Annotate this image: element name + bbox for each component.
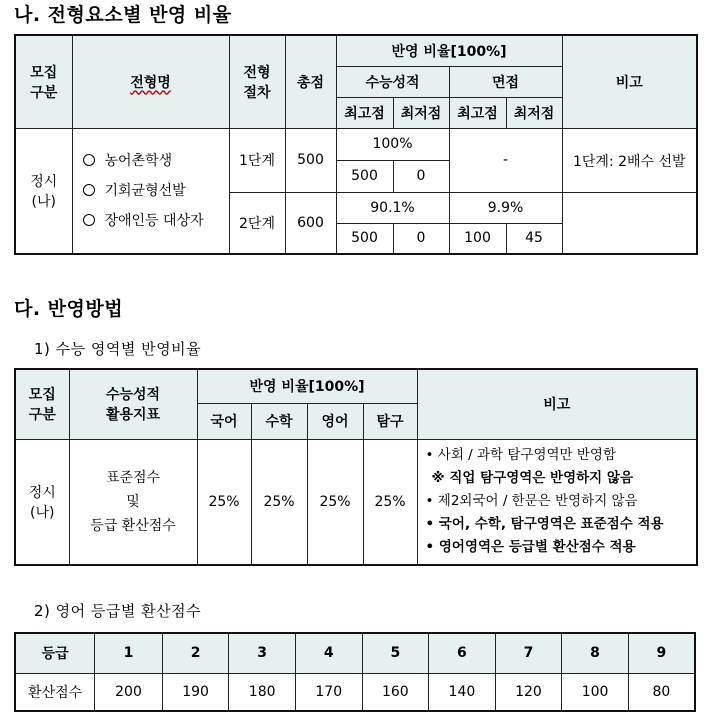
cell-stage2-csat-pct: 90.1% — [336, 192, 449, 223]
csat-ratio-table — [14, 368, 698, 566]
score-cell: 180 — [229, 673, 296, 711]
t2-cell-math: 25% — [251, 439, 307, 565]
score-cell: 190 — [162, 673, 229, 711]
circle-bullet-icon — [83, 154, 95, 166]
section-heading-da: 다. 반영방법 — [14, 298, 124, 320]
cell-stage1-csat-min: 0 — [393, 160, 449, 192]
t2-cell-english: 25% — [307, 439, 363, 565]
score-cell: 200 — [95, 673, 163, 711]
score-cell: 120 — [495, 673, 562, 711]
header-interview: 면접 — [449, 66, 562, 97]
score-row — [15, 673, 695, 711]
note-line: • 국어, 수학, 탐구영역은 표준점수 적용 — [425, 516, 664, 533]
grade-cell: 4 — [295, 633, 362, 673]
grade-cell: 6 — [429, 633, 496, 673]
grade-cell: 8 — [562, 633, 629, 673]
t2-cell-inquiry: 25% — [363, 439, 417, 565]
cell-stage2-total: 600 — [285, 192, 336, 254]
screening-ratio-table — [14, 34, 698, 255]
cell-stage2-interview-pct: 9.9% — [449, 192, 562, 223]
score-label: 환산점수 — [15, 673, 95, 711]
header-ratio: 반영 비율[100%] — [336, 35, 562, 66]
cell-stage1-interview: - — [449, 128, 562, 192]
grade-cell: 7 — [495, 633, 562, 673]
header-int-max: 최고점 — [449, 97, 506, 128]
t2-cell-korean: 25% — [197, 439, 251, 565]
score-cell: 170 — [295, 673, 362, 711]
grade-cell: 1 — [95, 633, 163, 673]
header-stage: 전형 절차 — [229, 35, 285, 128]
cell-screening-options — [72, 128, 229, 254]
grade-cell: 9 — [628, 633, 695, 673]
cell-stage2: 2단계 — [229, 192, 285, 254]
grade-cell: 5 — [362, 633, 429, 673]
score-cell: 100 — [562, 673, 629, 711]
score-cell: 140 — [429, 673, 496, 711]
cell-recruit-type: 정시 (나) — [15, 128, 72, 254]
cell-stage2-csat-max: 500 — [336, 223, 393, 254]
t2-cell-recruit-type: 정시 (나) — [15, 439, 69, 565]
circle-bullet-icon — [83, 184, 95, 196]
header-csat-min: 최저점 — [393, 97, 449, 128]
header-total: 총점 — [285, 35, 336, 128]
t2-header-inquiry: 탐구 — [363, 403, 417, 439]
cell-stage2-int-max: 100 — [449, 223, 506, 254]
header-recruit-type: 모집 구분 — [15, 35, 72, 128]
grade-row — [15, 633, 695, 673]
section-heading-na: 나. 전형요소별 반영 비율 — [14, 4, 232, 26]
t2-header-english: 영어 — [307, 403, 363, 439]
note-line: ※ 직업 탐구영역은 반영하지 않음 — [431, 470, 633, 487]
note-line: • 영어영역은 등급별 환산점수 적용 — [425, 539, 636, 556]
t2-cell-indicator: 표준점수 및 등급 환산점수 — [69, 439, 197, 565]
score-cell: 160 — [362, 673, 429, 711]
option-item: 농어촌학생 — [73, 146, 229, 176]
grade-cell: 2 — [162, 633, 229, 673]
cell-stage1-total: 500 — [285, 128, 336, 192]
grade-label: 등급 — [15, 633, 95, 673]
header-int-min: 최저점 — [506, 97, 562, 128]
t2-header-korean: 국어 — [197, 403, 251, 439]
header-csat-max: 최고점 — [336, 97, 393, 128]
t2-header-recruit-type: 모집 구분 — [15, 369, 69, 439]
t2-header-math: 수학 — [251, 403, 307, 439]
option-item: 장애인등 대상자 — [73, 206, 229, 236]
subheading-english-grade: 2) 영어 등급별 환산점수 — [34, 602, 202, 620]
note-line: • 사회 / 과학 탐구영역만 반영함 — [425, 447, 616, 464]
t2-header-indicator: 수능성적 활용지표 — [69, 369, 197, 439]
english-grade-table — [14, 632, 696, 712]
t2-header-note: 비고 — [417, 369, 697, 439]
cell-stage1-note: 1단계: 2배수 선발 — [562, 128, 697, 192]
subheading-csat-ratio: 1) 수능 영역별 반영비율 — [34, 340, 202, 358]
cell-stage1: 1단계 — [229, 128, 285, 192]
t2-header-ratio: 반영 비율[100%] — [197, 369, 417, 403]
cell-stage2-csat-min: 0 — [393, 223, 449, 254]
cell-stage1-csat-pct: 100% — [336, 128, 449, 160]
cell-stage2-int-min: 45 — [506, 223, 562, 254]
header-note: 비고 — [562, 35, 697, 128]
option-item: 기회균형선발 — [73, 176, 229, 206]
score-cell: 80 — [628, 673, 695, 711]
t2-cell-notes — [417, 439, 697, 565]
circle-bullet-icon — [83, 214, 95, 226]
cell-stage2-note — [562, 192, 697, 254]
header-csat: 수능성적 — [336, 66, 449, 97]
cell-stage1-csat-max: 500 — [336, 160, 393, 192]
grade-cell: 3 — [229, 633, 296, 673]
note-line: • 제2외국어 / 한문은 반영하지 않음 — [425, 493, 638, 510]
header-screening-name: 전형명 — [72, 35, 229, 128]
